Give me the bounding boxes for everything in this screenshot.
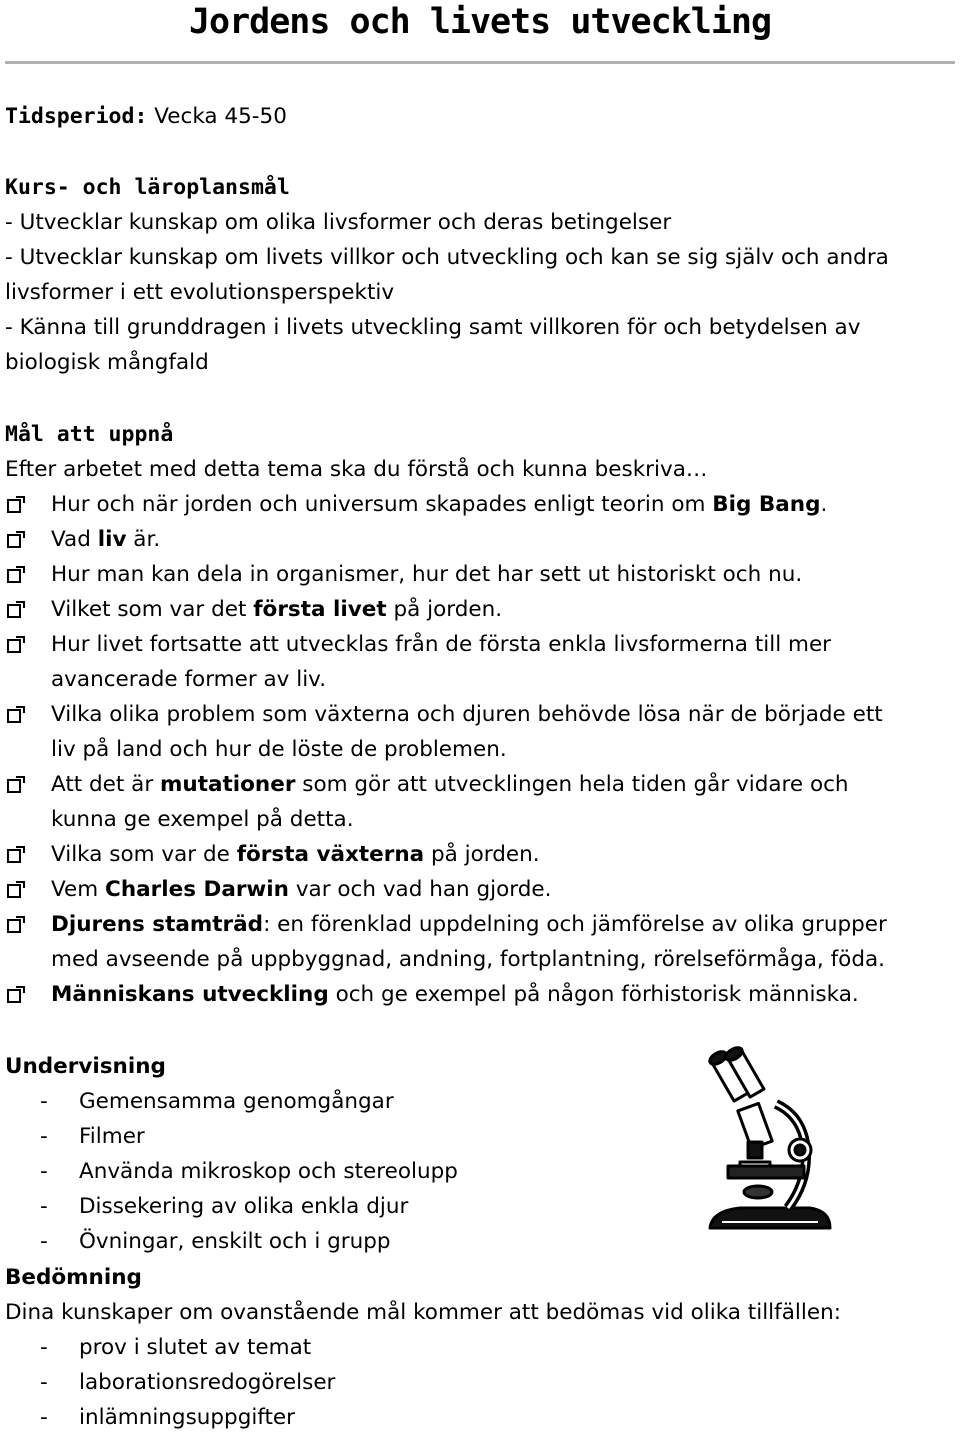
list-item: Filmer (79, 1124, 145, 1149)
dash-bullet: - (40, 1159, 48, 1184)
dash-bullet: - (40, 1229, 48, 1254)
item-emphasis: mutationer (160, 772, 296, 797)
item-text: och ge exempel på någon förhistorisk människa. (328, 982, 859, 1007)
checkbox-icon (7, 779, 21, 793)
dash-bullet: - (40, 1335, 48, 1360)
list-item: Dissekering av olika enkla djur (79, 1194, 409, 1219)
checklist-item (51, 875, 551, 905)
goals-line: livsformer i ett evolutionsperspektiv (5, 280, 395, 305)
assessment-intro: Dina kunskaper om ovanstående mål kommer att bedömas vid olika tillfällen: (5, 1300, 841, 1325)
dash-bullet: - (40, 1194, 48, 1219)
item-emphasis: Människans utveckling (51, 982, 329, 1007)
checkbox-icon (7, 499, 21, 513)
checklist-item (51, 560, 802, 590)
checkbox-icon (7, 639, 21, 653)
page-title: Jordens och livets utveckling (188, 2, 772, 42)
item-text: Vilka olika problem som växterna och djuren behövde lösa när de började ett (51, 702, 883, 727)
list-item: Övningar, enskilt och i grupp (79, 1229, 391, 1254)
item-text: Hur man kan dela in organismer, hur det har sett ut historiskt och nu. (51, 562, 803, 587)
goals-line: - Utvecklar kunskap om livets villkor och utveckling och kan se sig själv och andra (5, 245, 889, 270)
item-text: Vilka som var de (51, 842, 237, 867)
item-emphasis: första växterna (236, 842, 425, 867)
goals-line: - Utvecklar kunskap om olika livsformer och deras betingelser (5, 210, 672, 235)
checklist-item (51, 910, 887, 940)
checkbox-icon (7, 604, 21, 618)
checklist-item (51, 980, 859, 1010)
list-item: laborationsredogörelser (79, 1370, 336, 1395)
goals-line: - Känna till grunddragen i livets utveckling samt villkoren för och betydelsen av (5, 315, 861, 340)
teaching-heading: Undervisning (5, 1054, 166, 1079)
checklist-item-continuation: med avseende på uppbyggnad, andning, fortplantning, rörelseförmåga, föda. (51, 947, 885, 972)
dash-bullet: - (40, 1089, 48, 1114)
checkbox-icon (7, 569, 21, 583)
checklist-item (51, 630, 831, 660)
list-item: prov i slutet av temat (79, 1335, 312, 1360)
checklist-item (51, 595, 502, 625)
item-text: är. (126, 527, 161, 552)
microscope-icon (700, 1046, 840, 1246)
checkbox-icon (7, 849, 21, 863)
list-item: Använda mikroskop och stereolupp (79, 1159, 458, 1184)
item-text: Hur livet fortsatte att utvecklas från de första enkla livsformerna till mer (51, 632, 832, 657)
item-text: Hur och när jorden och universum skapades enligt teorin om (51, 492, 713, 517)
period-label: Tidsperiod: (5, 104, 148, 129)
period-value: Vecka 45-50 (154, 104, 287, 129)
item-emphasis: Big Bang (712, 492, 821, 517)
goals-heading: Kurs- och läroplansmål (5, 175, 290, 200)
checklist-item (51, 700, 883, 730)
item-text: som gör att utvecklingen hela tiden går vidare och (295, 772, 849, 797)
checkbox-icon (7, 709, 21, 723)
assessment-heading: Bedömning (5, 1265, 142, 1290)
item-text: Vem (51, 877, 106, 902)
dash-bullet: - (40, 1405, 48, 1430)
item-emphasis: liv (97, 527, 127, 552)
target-intro: Efter arbetet med detta tema ska du förstå och kunna beskriva… (5, 457, 708, 482)
item-text: var och vad han gjorde. (288, 877, 552, 902)
item-text: Vilket som var det (51, 597, 254, 622)
checklist-item-continuation: liv på land och hur de löste de problemen. (51, 737, 507, 762)
item-text: Att det är (51, 772, 161, 797)
item-text: på jorden. (424, 842, 540, 867)
dash-bullet: - (40, 1370, 48, 1395)
checklist-item (51, 840, 540, 870)
checkbox-icon (7, 989, 21, 1003)
period-line (5, 102, 287, 132)
goals-line: biologisk mångfald (5, 350, 209, 375)
checklist-item-continuation: kunna ge exempel på detta. (51, 807, 354, 832)
title-divider (5, 61, 955, 64)
checklist-item (51, 770, 849, 800)
checkbox-icon (7, 534, 21, 548)
target-heading: Mål att uppnå (5, 422, 174, 447)
checklist-item (51, 490, 827, 520)
list-item: Gemensamma genomgångar (79, 1089, 394, 1114)
checklist-item (51, 525, 160, 555)
item-text: . (820, 492, 828, 517)
item-emphasis: första livet (253, 597, 387, 622)
checklist-item-continuation: avancerade former av liv. (51, 667, 327, 692)
list-item: inlämningsuppgifter (79, 1405, 295, 1430)
checkbox-icon (7, 884, 21, 898)
dash-bullet: - (40, 1124, 48, 1149)
item-text: Vad (51, 527, 98, 552)
item-text: : en förenklad uppdelning och jämförelse av olika grupper (263, 912, 887, 937)
checkbox-icon (7, 919, 21, 933)
item-text: på jorden. (386, 597, 503, 622)
item-emphasis: Charles Darwin (105, 877, 289, 902)
item-emphasis: Djurens stamträd (51, 912, 264, 937)
